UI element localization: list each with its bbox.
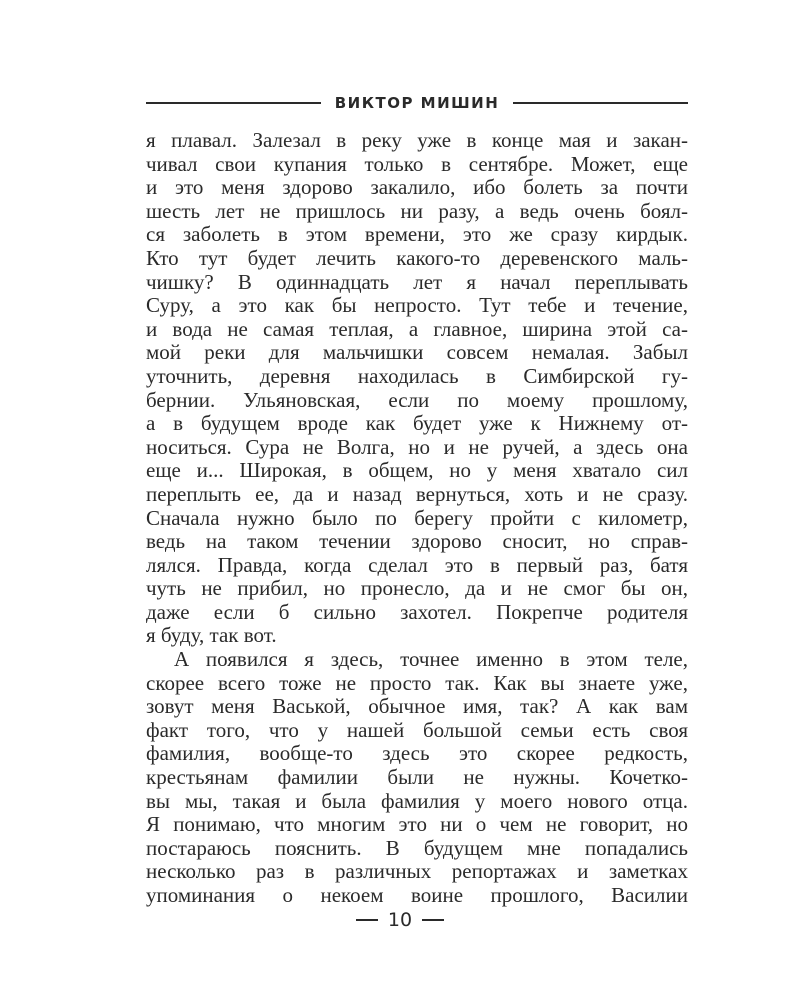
text-line: Кто тут будет лечить какого-то деревенского маль- [146, 246, 688, 270]
text-line: даже если б сильно захотел. Покрепче родителя [146, 600, 688, 624]
text-line: упоминания о некоем воине прошлого, Василии [146, 884, 688, 907]
text-line: уточнить, деревня находилась в Симбирской гу- [146, 364, 688, 388]
text-line: лялся. Правда, когда сделал это в первый раз, батя [146, 553, 688, 577]
body-text [146, 129, 688, 908]
text-line: крестьянам фамилии были не нужны. Кочетко- [146, 766, 688, 790]
text-line: а в будущем вроде как будет уже к Нижнему от- [146, 412, 688, 436]
text-line: чуть не прибил, но пронесло, да и не смог бы он, [146, 577, 688, 601]
text-line: Суру, а это как бы непросто. Тут тебе и течение, [146, 294, 688, 318]
text-line: мой реки для мальчишки совсем немалая. Забыл [146, 341, 688, 365]
header-rule-right [513, 102, 688, 104]
text-line: чишку? В одиннадцать лет я начал переплывать [146, 270, 688, 294]
running-header [146, 92, 688, 114]
footer-dash-right [422, 919, 444, 921]
text-line: Сначала нужно было по берегу пройти с километр, [146, 506, 688, 530]
text-line: ведь на таком течении здорово сносит, но справ- [146, 530, 688, 554]
text-line: постараюсь пояснить. В будущем мне попадались [146, 836, 688, 860]
text-line: фамилия, вообще-то здесь это скорее редкость, [146, 742, 688, 766]
text-line: скорее всего тоже не просто так. Как вы знаете уже, [146, 671, 688, 695]
text-line: шесть лет не пришлось ни разу, а ведь очень боял- [146, 199, 688, 223]
text-line: и вода не самая теплая, а главное, ширина этой са- [146, 317, 688, 341]
text-line: факт того, что у нашей большой семьи есть своя [146, 718, 688, 742]
text-line: чивал свои купания только в сентябре. Может, еще [146, 152, 688, 176]
paragraph-start-line: А появился я здесь, точнее именно в этом теле, [174, 648, 688, 672]
text-line: вы мы, такая и была фамилия у моего нового отца. [146, 789, 688, 813]
text-line: носиться. Сура не Волга, но и не ручей, а здесь она [146, 435, 688, 459]
text-line: еще и... Широкая, в общем, но у меня хватало сил [146, 459, 688, 483]
text-line: Я понимаю, что многим это ни о чем не говорит, но [146, 813, 688, 837]
header-author-name: ВИКТОР МИШИН [334, 94, 500, 112]
text-line: я плавал. Залезал в реку уже в конце мая и закан- [146, 129, 688, 152]
footer-dash-left [356, 919, 378, 921]
text-line: ся заболеть в этом времени, это же сразу кирдык. [146, 223, 688, 247]
paragraph-end-line: я буду, так вот. [146, 624, 277, 648]
text-line: и это меня здорово закалило, ибо болеть за почти [146, 176, 688, 200]
header-rule-left [146, 102, 321, 104]
text-line: несколько раз в различных репортажах и заметках [146, 860, 688, 884]
text-line: бернии. Ульяновская, если по моему прошлому, [146, 388, 688, 412]
text-line: переплыть ее, да и назад вернуться, хоть и не сразу. [146, 482, 688, 506]
text-line: зовут меня Васькой, обычное имя, так? А как вам [146, 695, 688, 719]
page-footer [0, 906, 800, 934]
page-number: 10 [387, 909, 413, 931]
